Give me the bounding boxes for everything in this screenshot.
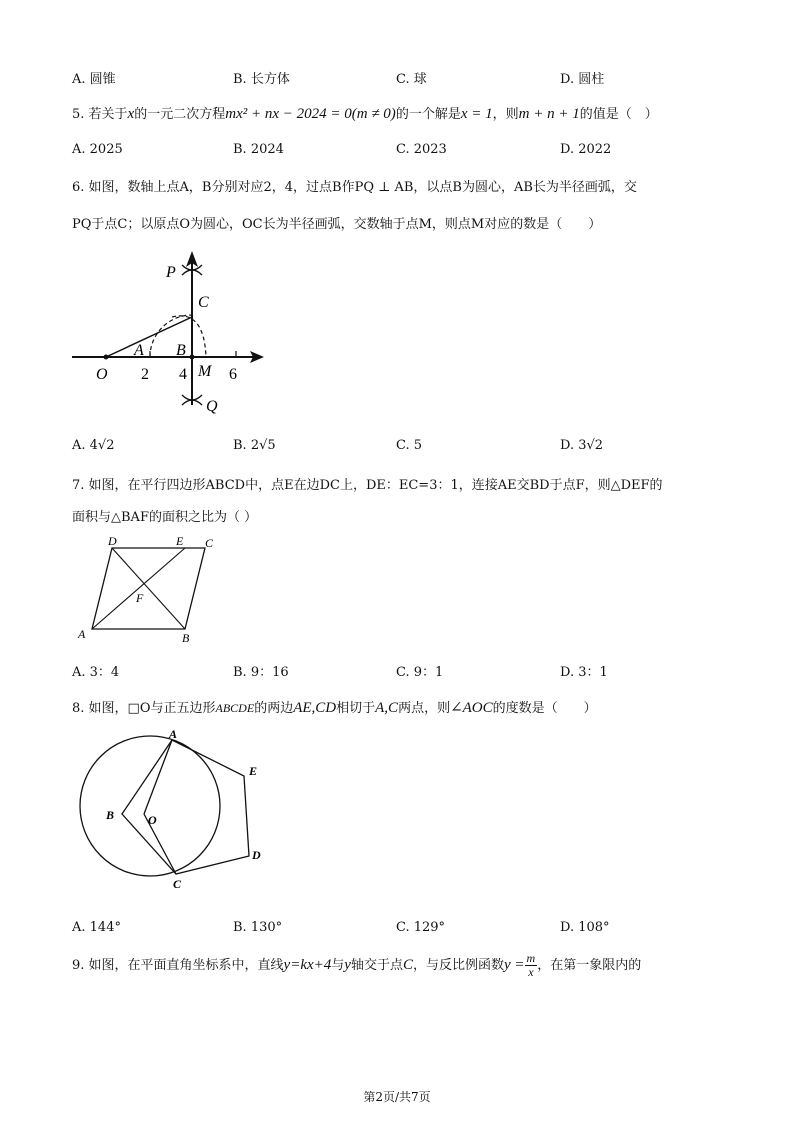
- q7-label-e: E: [176, 534, 184, 548]
- q5-text2: 的一个解是: [395, 107, 461, 122]
- q8-pentagon-abcde: [122, 740, 249, 874]
- q5-option-d: D. 2022: [560, 142, 612, 157]
- q8-label-c: C: [173, 877, 182, 891]
- q6-label-2: 2: [141, 366, 149, 383]
- q6-label-c: C: [198, 294, 209, 311]
- q6-label-4: 4: [179, 366, 187, 383]
- q6-label-q: Q: [206, 398, 218, 415]
- q8-text5: 的度数是（ ）: [492, 701, 597, 716]
- q8-radius-oa: [144, 740, 172, 814]
- q8-text4: 两点，则: [398, 701, 451, 716]
- q8-text3: 相切于: [336, 701, 376, 716]
- q6-label-o: O: [96, 366, 108, 383]
- q9-line-eq: y=kx+4: [283, 957, 332, 973]
- q9-text4: ，在第一象限内的: [537, 958, 642, 973]
- q5-text3: ，则: [492, 107, 519, 122]
- q9-func-den: x: [528, 965, 534, 979]
- q8-circle-o: [80, 736, 220, 876]
- q5-option-c: C. 2023: [396, 142, 447, 157]
- q5-text1: 的一元二次方程: [134, 107, 226, 122]
- q6-label-a: A: [134, 342, 144, 359]
- q9-fraction: [525, 952, 538, 979]
- q4-option-a: A. 圆锥: [72, 72, 116, 87]
- q8-label-b: B: [106, 808, 115, 822]
- q7-option-c: C. 9：1: [396, 665, 444, 680]
- q6-label-p: P: [166, 264, 176, 281]
- page-footer: 第2页/共7页: [363, 1090, 431, 1104]
- q6-option-a: A. 4√2: [72, 438, 115, 453]
- q5-equation: mx² + nx − 2024 = 0(m ≠ 0): [225, 106, 396, 122]
- q7-option-b: B. 9：16: [233, 665, 289, 680]
- q5-option-b: B. 2024: [233, 142, 284, 157]
- q7-line1: 7. 如图，在平行四边形ABCD中，点E在边DC上，DE：EC=3：1，连接AE交BD于点F，则△DEF的: [72, 478, 663, 493]
- q6-point-o: [104, 355, 109, 360]
- q8-label-a: A: [169, 727, 178, 741]
- q9-text3: ，与反比例函数: [412, 958, 504, 973]
- q6-label-6: 6: [229, 366, 237, 383]
- q8-angle: ∠AOC: [450, 700, 493, 716]
- q7-label-a: A: [78, 627, 86, 641]
- q8-option-b: B. 130°: [233, 920, 283, 935]
- q8-label-d: D: [252, 848, 261, 862]
- q9-text2: 轴交于点: [350, 958, 403, 973]
- q9-prefix: 9. 如图，在平面直角坐标系中，直线: [72, 958, 284, 973]
- q5-var-x: x: [127, 106, 135, 122]
- q8-option-d: D. 108°: [560, 920, 610, 935]
- q7-parallelogram-figure: [72, 532, 232, 647]
- q7-label-c: C: [205, 536, 214, 550]
- q8-label-o: O: [148, 813, 157, 827]
- q6-label-b: B: [176, 342, 186, 359]
- q7-diagonal-bd: [112, 548, 185, 629]
- q5-expr: m + n + 1: [518, 106, 580, 122]
- q5-solution: x = 1: [460, 106, 493, 122]
- question-8: [72, 697, 597, 717]
- q8-pentagon: ABCDE: [215, 701, 255, 715]
- q5-option-a: A. 2025: [72, 142, 123, 157]
- q9-func-y: y =: [504, 957, 525, 973]
- q6-line2: PQ于点C；以原点O为圆心，OC长为半径画弧，交数轴于点M，则点M对应的数是（ ）: [72, 217, 602, 232]
- q8-option-c: C. 129°: [396, 920, 446, 935]
- q7-label-d: D: [108, 534, 117, 548]
- q6-number-line-figure: [66, 245, 276, 425]
- q4-option-b: B. 长方体: [233, 72, 290, 87]
- q8-text1: O与正五边形: [139, 701, 216, 716]
- q9-text1: 与: [331, 958, 345, 973]
- q5-prefix: 5. 若关于: [72, 107, 128, 122]
- q7-segment-ae: [92, 548, 185, 629]
- question-9: [72, 952, 641, 979]
- q6-line1: 6. 如图，数轴上点A，B分别对应2，4，过点B作PQ ⊥ AB，以点B为圆心，AB长为半径画弧，交: [72, 180, 637, 195]
- q7-option-a: A. 3：4: [72, 665, 120, 680]
- q8-sides: AE,CD: [293, 700, 337, 716]
- q6-point-b: [190, 355, 195, 360]
- q4-option-d: D. 圆柱: [560, 72, 605, 87]
- q6-option-d: D. 3√2: [560, 438, 604, 453]
- q9-point: C: [402, 957, 413, 973]
- q8-option-a: A. 144°: [72, 920, 121, 935]
- q8-text2: 的两边: [254, 701, 294, 716]
- q5-text4: 的值是（ ）: [579, 107, 658, 122]
- q7-line2: 面积与△BAF的面积之比为（ ）: [72, 510, 258, 525]
- q6-label-m: M: [198, 363, 212, 380]
- q8-prefix: 8. 如图，: [72, 701, 128, 716]
- q4-option-c: C. 球: [396, 72, 427, 87]
- q8-circle-symbol: □: [127, 701, 140, 716]
- q7-label-b: B: [182, 631, 190, 645]
- q6-option-b: B. 2√5: [233, 438, 276, 453]
- q9-axis: y: [344, 957, 351, 973]
- q6-option-c: C. 5: [396, 438, 423, 453]
- q7-label-f: F: [136, 591, 144, 605]
- q8-circle-pentagon-figure: [76, 727, 276, 891]
- q8-points: A,C: [375, 700, 399, 716]
- question-5: [72, 103, 658, 123]
- q7-option-d: D. 3：1: [560, 665, 608, 680]
- q8-label-e: E: [249, 764, 258, 778]
- q9-func-num: m: [526, 951, 536, 965]
